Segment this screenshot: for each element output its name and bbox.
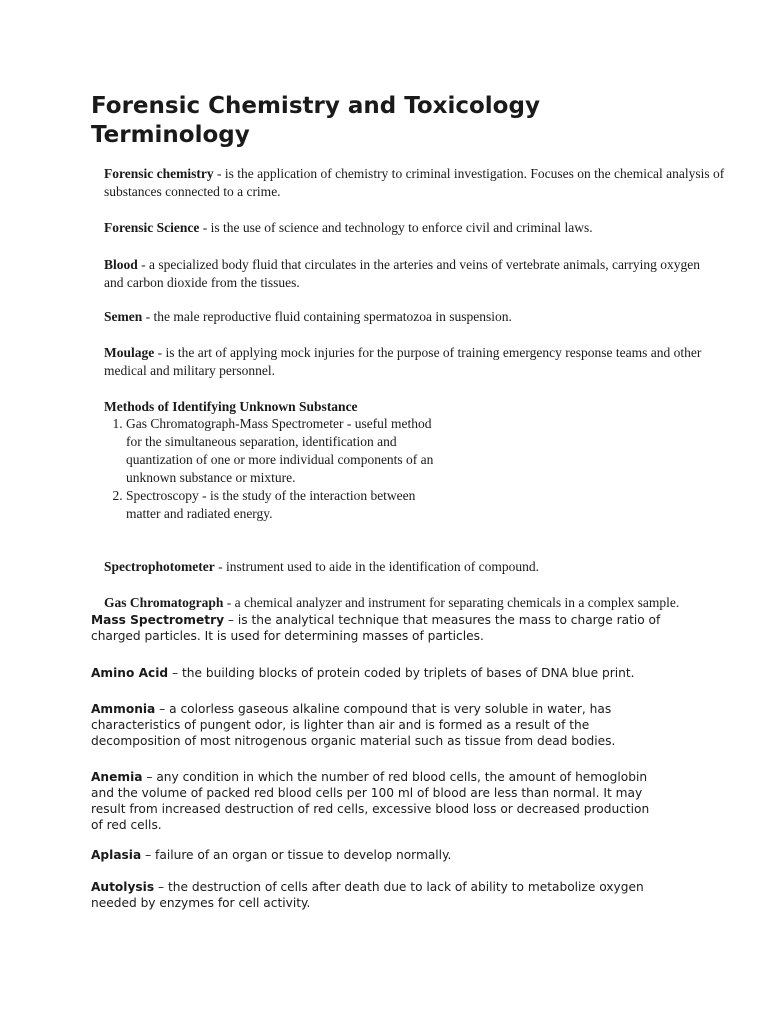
entry-term: Ammonia (91, 702, 156, 716)
entry-text: - a chemical analyzer and instrument for separating chemicals in a complex sample. (223, 595, 680, 610)
entry-mass-spectrometry (91, 612, 660, 644)
entry-text: – the building blocks of protein coded by triplets of bases of DNA blue print. (168, 666, 635, 680)
entry-text: needed by enzymes for cell activity. (91, 896, 311, 910)
entry-text: – is the analytical technique that measures the mass to charge ratio of (224, 613, 661, 627)
entry-spectrophotometer (104, 558, 539, 576)
entry-term: Aplasia (91, 848, 142, 862)
entry-forensic-chemistry (104, 165, 724, 201)
entry-text: - is the art of applying mock injuries for the purpose of training emergency response teams and other (154, 345, 702, 360)
entry-text: result from increased destruction of red cells, excessive blood loss or decreased production (91, 802, 650, 816)
methods-list-item: 1. Gas Chromatograph-Mass Spectrometer - useful method for the simultaneous separation, identification and quantization of one or more individual components of an unknown substance or mixture. (126, 415, 446, 487)
entry-text: decomposition of most nitrogenous organic material such as tissue from dead bodies. (91, 734, 616, 748)
entry-autolysis (91, 879, 644, 911)
entry-term: Blood (104, 257, 138, 272)
entry-term: Semen (104, 309, 143, 324)
entry-text: – failure of an organ or tissue to develop normally. (141, 848, 452, 862)
entry-text: - a specialized body fluid that circulates in the arteries and veins of vertebrate animals, carrying oxygen (137, 257, 701, 272)
entry-text: - the male reproductive fluid containing spermatozoa in suspension. (142, 309, 512, 324)
entry-anemia (91, 769, 649, 833)
entry-term: Spectrophotometer (104, 559, 215, 574)
entry-term: Gas Chromatograph (104, 595, 224, 610)
entry-term: Forensic chemistry (104, 166, 214, 181)
entry-text: – any condition in which the number of red blood cells, the amount of hemoglobin (142, 770, 648, 784)
entry-text: of red cells. (91, 818, 162, 832)
entry-text: characteristics of pungent odor, is lighter than air and is formed as a result of the (91, 718, 590, 732)
entry-semen (104, 308, 512, 326)
entry-text: charged particles. It is used for determining masses of particles. (91, 629, 484, 643)
entry-forensic-science (104, 219, 593, 237)
entry-gas-chromatograph (104, 594, 679, 612)
entry-text: - instrument used to aide in the identification of compound. (214, 559, 540, 574)
entry-text: - is the application of chemistry to criminal investigation. Focuses on the chemical analysis of (213, 166, 725, 181)
entry-term: Moulage (104, 345, 155, 360)
methods-heading: Methods of Identifying Unknown Substance (104, 399, 358, 414)
entry-blood (104, 256, 700, 292)
page-title: Forensic Chemistry and Toxicology Terminology (91, 93, 540, 148)
entry-ammonia (91, 701, 615, 749)
entry-term: Autolysis (91, 880, 155, 894)
entry-text: substances connected to a crime. (104, 184, 281, 199)
entry-text: and the volume of packed red blood cells per 100 ml of blood are less than normal. It may (91, 786, 643, 800)
entry-moulage (104, 344, 701, 380)
entry-term: Mass Spectrometry (91, 613, 225, 627)
entry-text: medical and military personnel. (104, 363, 275, 378)
entry-aplasia (91, 847, 451, 863)
entry-text: – a colorless gaseous alkaline compound that is very soluble in water, has (155, 702, 612, 716)
entry-text: and carbon dioxide from the tissues. (104, 275, 300, 290)
methods-list-item: 2. Spectroscopy - is the study of the interaction between matter and radiated energy. (126, 487, 446, 523)
entry-term: Forensic Science (104, 220, 200, 235)
methods-list (104, 415, 446, 523)
entry-text: – the destruction of cells after death due to lack of ability to metabolize oxygen (154, 880, 644, 894)
entry-text: - is the use of science and technology to enforce civil and criminal laws. (199, 220, 593, 235)
entry-term: Amino Acid (91, 666, 169, 680)
entry-amino-acid (91, 665, 635, 681)
entry-term: Anemia (91, 770, 143, 784)
